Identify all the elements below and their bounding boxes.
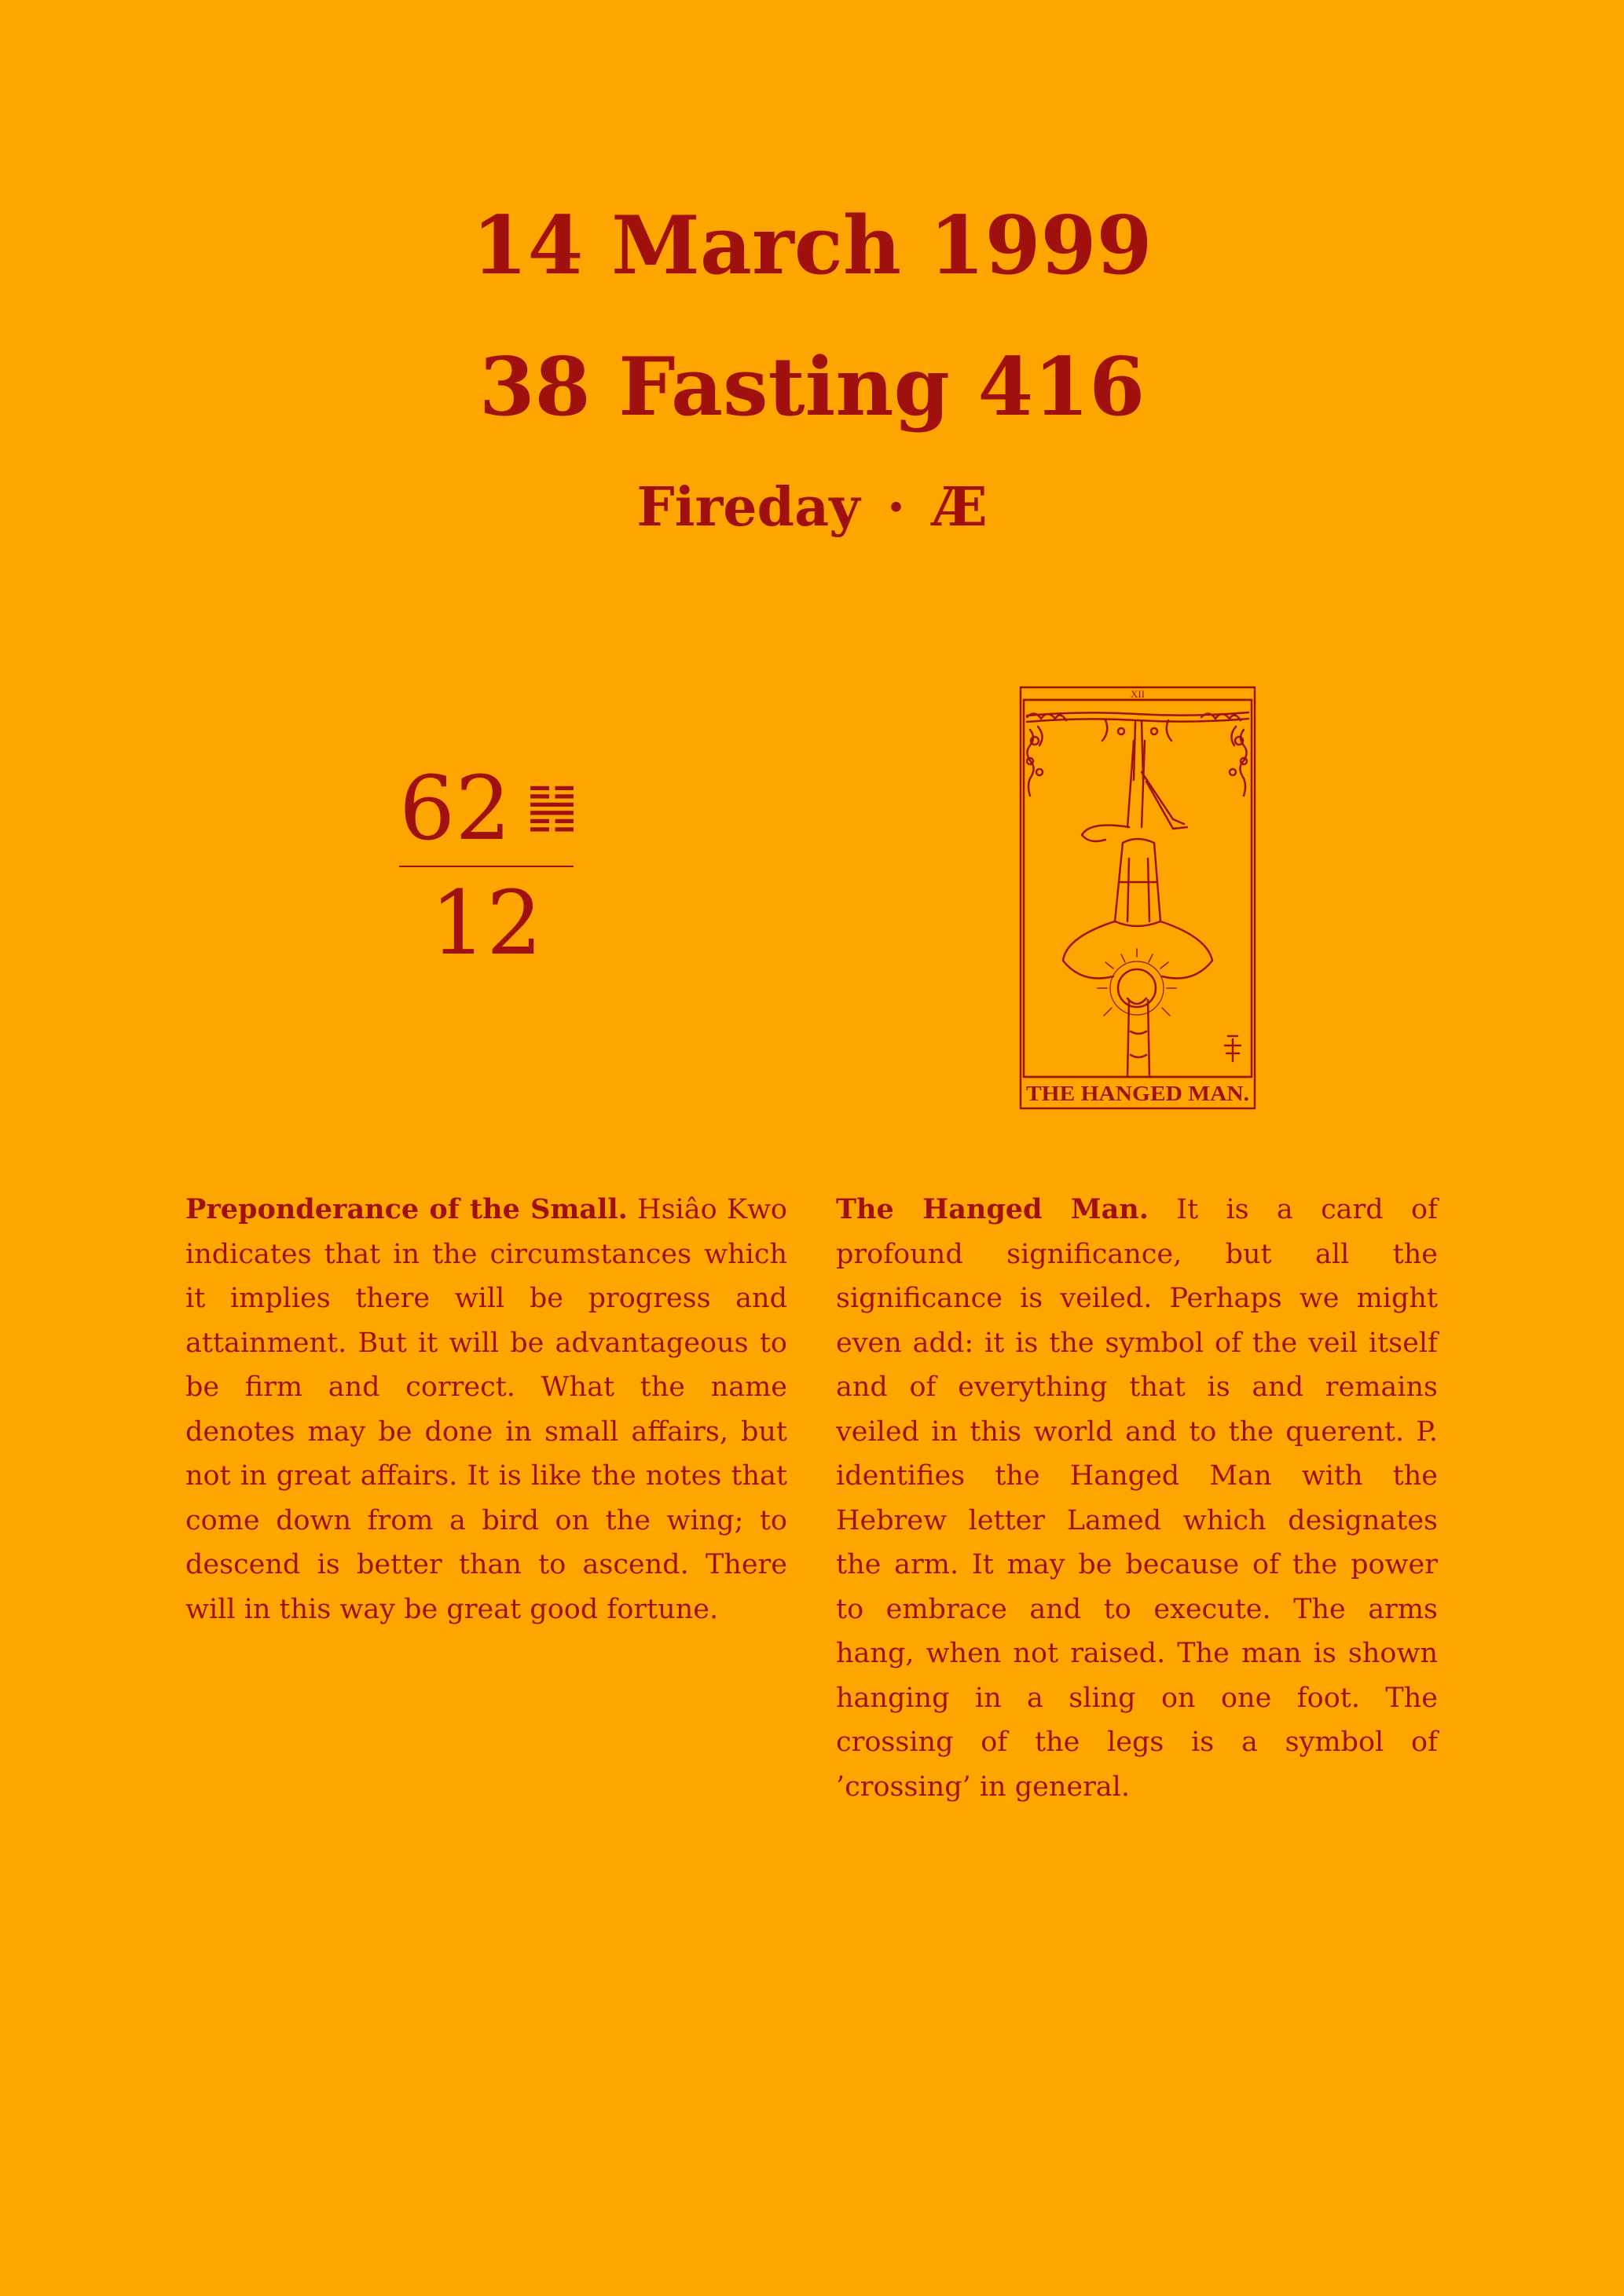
- tarot-body: It is a card of profound significance, but all the significance is veiled. Perhaps we might even add: it is the symbol of the veil itself and of everything that is and remains veiled in this world and to the querent. P. identifies the Hanged Man with the Hebrew letter Lamed which designates the arm. It may be because of the power to embrace and to execute. The arms hang, when not raised. The man is shown hanging in a sling on one foot. The crossing of the legs is a symbol of ’crossing’ in general.: [836, 1194, 1439, 1803]
- hexagram-description: [185, 1188, 787, 1631]
- hexagram-fraction: [399, 758, 574, 975]
- hexagram-62-icon: [530, 778, 574, 840]
- hexagram-number: 62: [399, 758, 511, 860]
- hexagram-body: Hsiâo Kwo indicates that in the circumstances which it implies there will be progress and attainment. But it will be advantageous to be firm and correct. What the name denotes may be done in small affairs, but not in great affairs. It is like the notes that come down from a bird on the wing; to descend is better than to ascend. There will in this way be great good fortune.: [185, 1194, 787, 1625]
- separator-dot: ·: [886, 476, 906, 539]
- weekday-name: Fireday: [636, 476, 860, 539]
- hanged-man-card-image: [1019, 686, 1256, 1110]
- ae-symbol: Æ: [932, 476, 988, 539]
- tarot-number: 12: [430, 873, 543, 975]
- date-alternate-calendar: 38 Fasting 416: [478, 340, 1146, 434]
- tarot-description: [836, 1188, 1438, 1809]
- date-gregorian: 14 March 1999: [471, 199, 1153, 293]
- tarot-heading: The Hanged Man.: [836, 1193, 1149, 1225]
- card-numeral: XII: [1130, 688, 1146, 700]
- hexagram-heading: Preponderance of the Small.: [185, 1193, 628, 1225]
- card-caption: THE HANGED MAN.: [1026, 1082, 1249, 1105]
- weekday-line: [0, 476, 1624, 539]
- fraction-rule: [399, 866, 574, 867]
